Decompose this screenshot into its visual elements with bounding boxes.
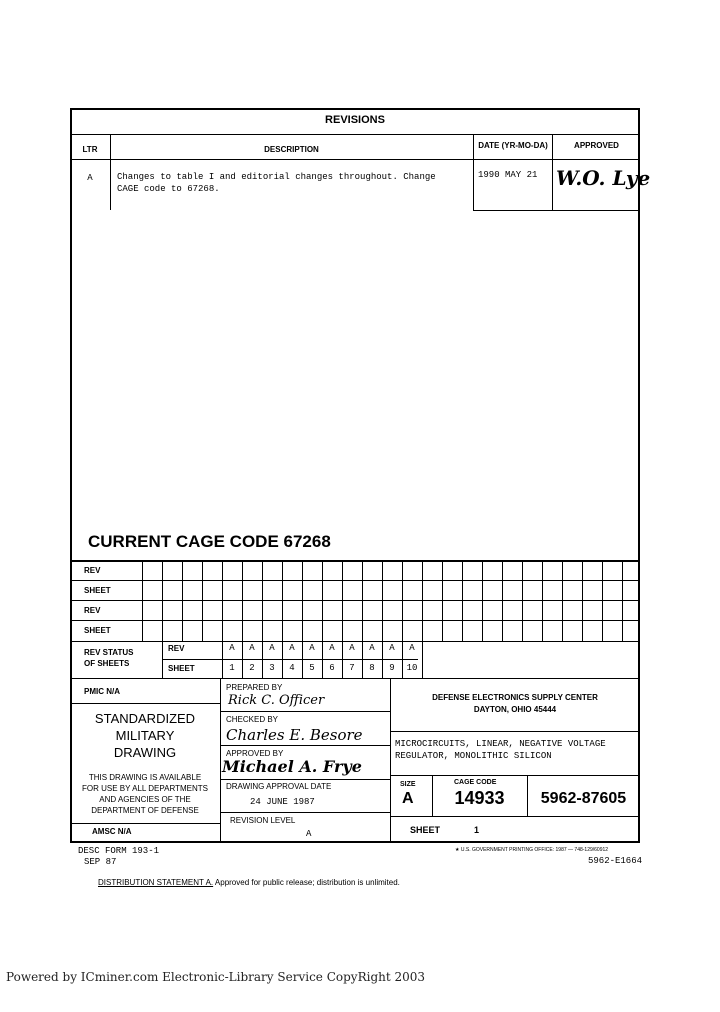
status-rev-cell: A bbox=[329, 643, 335, 653]
checked-by-signature: Charles E. Besore bbox=[226, 726, 363, 744]
smd-title-line2: MILITARY bbox=[115, 728, 175, 743]
cage-code-label: CAGE CODE bbox=[454, 779, 497, 786]
divider bbox=[390, 731, 640, 732]
sheet-number: 1 bbox=[474, 825, 480, 835]
grid-divider bbox=[502, 560, 503, 641]
grid-divider bbox=[222, 560, 223, 641]
divider bbox=[390, 816, 640, 817]
revision-ltr: A bbox=[87, 173, 93, 183]
status-sheet-cell: 8 bbox=[369, 663, 375, 673]
revision-level: A bbox=[306, 829, 312, 839]
col-description-header: DESCRIPTION bbox=[264, 145, 319, 154]
checked-by-label: CHECKED BY bbox=[226, 715, 279, 724]
grid-divider bbox=[622, 560, 623, 641]
form-date: SEP 87 bbox=[84, 857, 117, 867]
divider bbox=[162, 659, 418, 660]
status-rev-label: REV bbox=[168, 644, 185, 653]
divider bbox=[70, 600, 640, 601]
grid-rev-label-1: REV bbox=[84, 566, 101, 575]
grid-divider bbox=[422, 560, 423, 641]
cage-code-value: 14933 bbox=[454, 788, 505, 808]
grid-divider bbox=[422, 641, 423, 678]
availability-line1: THIS DRAWING IS AVAILABLE bbox=[88, 773, 202, 782]
divider bbox=[70, 159, 640, 160]
approved-by-signature: Michael A. Frye bbox=[222, 757, 362, 776]
sheet-label: SHEET bbox=[410, 825, 441, 835]
document-number: 5962-E1664 bbox=[588, 856, 643, 866]
availability-line4: DEPARTMENT OF DEFENSE bbox=[91, 806, 199, 815]
distribution-label: DISTRIBUTION STATEMENT A. bbox=[98, 878, 214, 887]
divider bbox=[70, 823, 220, 824]
divider bbox=[70, 641, 640, 642]
grid-sheet-label-1: SHEET bbox=[84, 586, 111, 595]
agency-line1: DEFENSE ELECTRONICS SUPPLY CENTER bbox=[432, 693, 598, 702]
smd-title-line3: DRAWING bbox=[113, 745, 177, 760]
grid-divider bbox=[142, 560, 143, 641]
prepared-by-label: PREPARED BY bbox=[226, 683, 283, 692]
status-sheet-cell: 5 bbox=[309, 663, 315, 673]
status-rev-cell: A bbox=[229, 643, 235, 653]
status-rev-cell: A bbox=[409, 643, 415, 653]
divider bbox=[220, 745, 390, 746]
divider bbox=[70, 703, 220, 704]
distribution-text: Approved for public release; distribution is unlimited. bbox=[214, 878, 400, 887]
grid-divider bbox=[482, 560, 483, 641]
status-sheet-cell: 3 bbox=[269, 663, 275, 673]
grid-divider bbox=[322, 560, 323, 641]
status-rev-cell: A bbox=[309, 643, 315, 653]
status-sheet-cell: 2 bbox=[249, 663, 255, 673]
size-value: A bbox=[402, 790, 414, 807]
gpo-line: ★ U.S. GOVERNMENT PRINTING OFFICE: 1987 — 748-129/60912 bbox=[455, 847, 609, 853]
grid-rev-label-2: REV bbox=[84, 606, 101, 615]
grid-divider bbox=[522, 560, 523, 641]
revision-approved-signature: W.O. Lye bbox=[556, 166, 651, 190]
of-sheets-label: OF SHEETS bbox=[84, 659, 130, 668]
amsc: AMSC N/A bbox=[92, 827, 132, 836]
grid-divider bbox=[162, 641, 163, 678]
grid-divider bbox=[342, 560, 343, 641]
drawing-number: 5962-87605 bbox=[540, 790, 627, 807]
revision-description-line2: CAGE code to 67268. bbox=[117, 184, 220, 194]
status-sheet-cell: 7 bbox=[349, 663, 355, 673]
size-label: SIZE bbox=[400, 781, 416, 788]
status-rev-cell: A bbox=[389, 643, 395, 653]
status-rev-cell: A bbox=[269, 643, 275, 653]
divider bbox=[473, 210, 640, 211]
divider bbox=[70, 678, 640, 679]
divider bbox=[70, 560, 640, 562]
prepared-by-signature: Rick C. Officer bbox=[228, 693, 325, 708]
divider bbox=[220, 678, 221, 843]
divider bbox=[390, 775, 640, 776]
divider bbox=[220, 711, 390, 712]
powered-by: Powered by ICminer.com Electronic-Library Service CopyRight 2003 bbox=[6, 970, 426, 984]
status-rev-cell: A bbox=[289, 643, 295, 653]
revision-date: 1990 MAY 21 bbox=[478, 170, 538, 180]
grid-divider bbox=[582, 560, 583, 641]
pmic: PMIC N/A bbox=[84, 687, 120, 696]
status-sheet-cell: 9 bbox=[389, 663, 395, 673]
distribution-statement bbox=[98, 878, 400, 887]
grid-divider bbox=[182, 560, 183, 641]
grid-divider bbox=[442, 560, 443, 641]
grid-divider bbox=[382, 560, 383, 641]
col-date-header: DATE (YR-MO-DA) bbox=[478, 141, 548, 150]
availability-line3: AND AGENCIES OF THE bbox=[99, 795, 191, 804]
approval-date-label: DRAWING APPROVAL DATE bbox=[226, 782, 332, 791]
grid-divider bbox=[162, 560, 163, 641]
smd-title-line1: STANDARDIZED bbox=[94, 711, 196, 726]
drawing-title-line1: MICROCIRCUITS, LINEAR, NEGATIVE VOLTAGE bbox=[395, 739, 606, 749]
divider bbox=[220, 812, 390, 813]
status-sheet-cell: 6 bbox=[329, 663, 335, 673]
rev-status-label: REV STATUS bbox=[84, 648, 134, 657]
grid-divider bbox=[202, 560, 203, 641]
divider bbox=[390, 678, 391, 843]
approved-by-label: APPROVED BY bbox=[226, 749, 284, 758]
status-sheet-cell: 1 bbox=[229, 663, 235, 673]
status-rev-cell: A bbox=[369, 643, 375, 653]
status-sheet-cell: 4 bbox=[289, 663, 295, 673]
status-rev-cell: A bbox=[249, 643, 255, 653]
current-cage-code: CURRENT CAGE CODE 67268 bbox=[88, 532, 331, 551]
revision-description-line1: Changes to table I and editorial changes throughout. Change bbox=[117, 172, 436, 182]
grid-divider bbox=[462, 560, 463, 641]
grid-divider bbox=[242, 560, 243, 641]
revision-level-label: REVISION LEVEL bbox=[230, 816, 296, 825]
drawing-title-line2: REGULATOR, MONOLITHIC SILICON bbox=[395, 751, 552, 761]
status-sheet-label: SHEET bbox=[168, 664, 195, 673]
grid-divider bbox=[542, 560, 543, 641]
grid-divider bbox=[282, 560, 283, 641]
grid-divider bbox=[262, 560, 263, 641]
approval-date: 24 JUNE 1987 bbox=[250, 797, 315, 807]
grid-divider bbox=[362, 560, 363, 641]
form-number: DESC FORM 193-1 bbox=[78, 846, 160, 856]
divider bbox=[220, 779, 390, 780]
divider bbox=[70, 134, 640, 135]
col-approved-header: APPROVED bbox=[574, 141, 619, 150]
grid-divider bbox=[562, 560, 563, 641]
status-sheet-cell: 10 bbox=[406, 663, 418, 673]
grid-divider bbox=[602, 560, 603, 641]
grid-divider bbox=[302, 560, 303, 641]
divider bbox=[70, 580, 640, 581]
availability-line2: FOR USE BY ALL DEPARTMENTS bbox=[82, 784, 208, 793]
grid-sheet-label-2: SHEET bbox=[84, 626, 111, 635]
revisions-header: REVISIONS bbox=[325, 114, 385, 126]
agency-line2: DAYTON, OHIO 45444 bbox=[473, 705, 557, 714]
status-rev-cell: A bbox=[349, 643, 355, 653]
col-ltr-header: LTR bbox=[82, 145, 98, 154]
grid-divider bbox=[402, 560, 403, 641]
divider bbox=[70, 620, 640, 621]
